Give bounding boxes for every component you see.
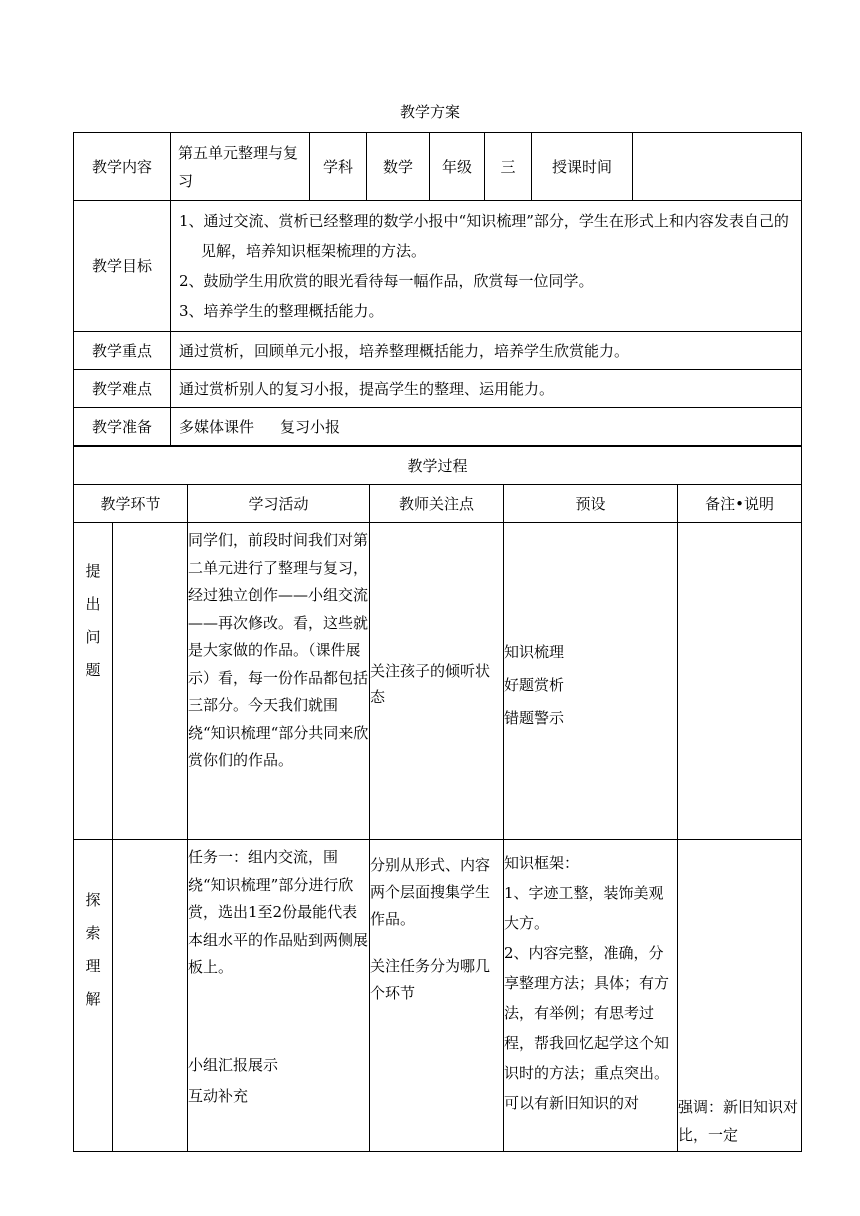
preset-item: 知识框架：	[504, 854, 580, 872]
note-cell	[678, 523, 802, 840]
process-table	[73, 446, 802, 1152]
preset-item: 错题警示	[504, 708, 565, 727]
time-label: 授课时间	[532, 133, 633, 201]
table-row	[74, 523, 802, 840]
content-label: 教学内容	[74, 133, 171, 201]
header-activity: 学习活动	[188, 485, 370, 523]
table-row	[74, 840, 802, 1152]
document-title: 教学方案	[399, 103, 460, 121]
grade-value: 三	[485, 133, 532, 201]
preset-item: 可以有新旧知识的对	[504, 1094, 640, 1112]
focus-cell: 关注孩子的倾听状态	[370, 523, 504, 840]
header-preset: 预设	[504, 485, 678, 523]
goals-row	[74, 201, 802, 332]
content-row	[74, 133, 802, 201]
header-note: 备注•说明	[678, 485, 802, 523]
activity-step: 小组汇报展示	[188, 1055, 279, 1074]
stage-sub-cell	[113, 523, 188, 840]
prep-item: 多媒体课件	[179, 417, 255, 436]
difficulty-row	[74, 370, 802, 408]
focus-cell	[370, 840, 504, 1152]
difficulty-label: 教学难点	[74, 370, 171, 408]
header-focus: 教师关注点	[370, 485, 504, 523]
preset-item: 2、内容完整，准确，分享整理方法；具体；有方法，有举例；有思考过程，帮我回忆起学这个知识时的方法；重点突出。	[504, 944, 670, 1082]
goal-item: 3、培养学生的整理概括能力。	[179, 302, 384, 320]
stage-label: 探 索 理 解	[74, 840, 113, 1152]
process-title: 教学过程	[74, 447, 802, 485]
header-stage: 教学环节	[74, 485, 188, 523]
prep-row	[74, 408, 802, 446]
key-value: 通过赏析，回顾单元小报，培养整理概括能力，培养学生欣赏能力。	[171, 332, 802, 370]
content-value: 第五单元整理与复习	[171, 133, 310, 201]
note-cell: 强调：新旧知识对比，一定	[678, 840, 802, 1152]
prep-value	[171, 408, 802, 446]
subject-value: 数学	[367, 133, 430, 201]
difficulty-value: 通过赏析别人的复习小报，提高学生的整理、运用能力。	[171, 370, 802, 408]
activity-task: 任务一：组内交流，围绕“知识梳理”部分进行欣赏，选出1至2份最能代表本组水平的作品贴到两侧展板上。	[188, 848, 369, 976]
activity-step: 互动补充	[188, 1087, 249, 1105]
preset-item: 知识梳理	[504, 642, 565, 661]
subject-label: 学科	[310, 133, 367, 201]
focus-item: 关注任务分为哪几个环节	[370, 957, 491, 1002]
focus-item: 分别从形式、内容两个层面搜集学生作品。	[370, 856, 491, 928]
stage-sub-cell	[113, 840, 188, 1152]
time-value	[633, 133, 802, 201]
activity-cell	[188, 840, 370, 1152]
prep-item: 复习小报	[280, 417, 341, 436]
key-label: 教学重点	[74, 332, 171, 370]
goals-list	[171, 201, 802, 332]
preset-item: 1、字迹工整，装饰美观大方。	[504, 884, 664, 932]
goals-label: 教学目标	[74, 201, 171, 332]
process-title-row	[74, 447, 802, 485]
lesson-info-table	[73, 132, 802, 446]
stage-label: 提 出 问 题	[74, 523, 113, 840]
preset-cell	[504, 840, 678, 1152]
process-header-row	[74, 485, 802, 523]
goal-item: 2、鼓励学生用欣赏的眼光看待每一幅作品，欣赏每一位同学。	[179, 272, 594, 290]
grade-label: 年级	[430, 133, 485, 201]
preset-item: 好题赏析	[504, 675, 565, 694]
preset-cell	[504, 523, 678, 840]
activity-cell: 同学们，前段时间我们对第二单元进行了整理与复习，经过独立创作——小组交流——再次修改。看，这些就是大家做的作品。（课件展示）看，每一份作品都包括三部分。今天我们就围绕“知识梳理“部分共同来欣赏你们的作品。	[188, 523, 370, 840]
prep-label: 教学准备	[74, 408, 171, 446]
goal-item: 1、通过交流、赏析已经整理的数学小报中“知识梳理”部分，学生在形式上和内容发表自己的见解，培养知识框架梳理的方法。	[179, 212, 789, 260]
key-row	[74, 332, 802, 370]
